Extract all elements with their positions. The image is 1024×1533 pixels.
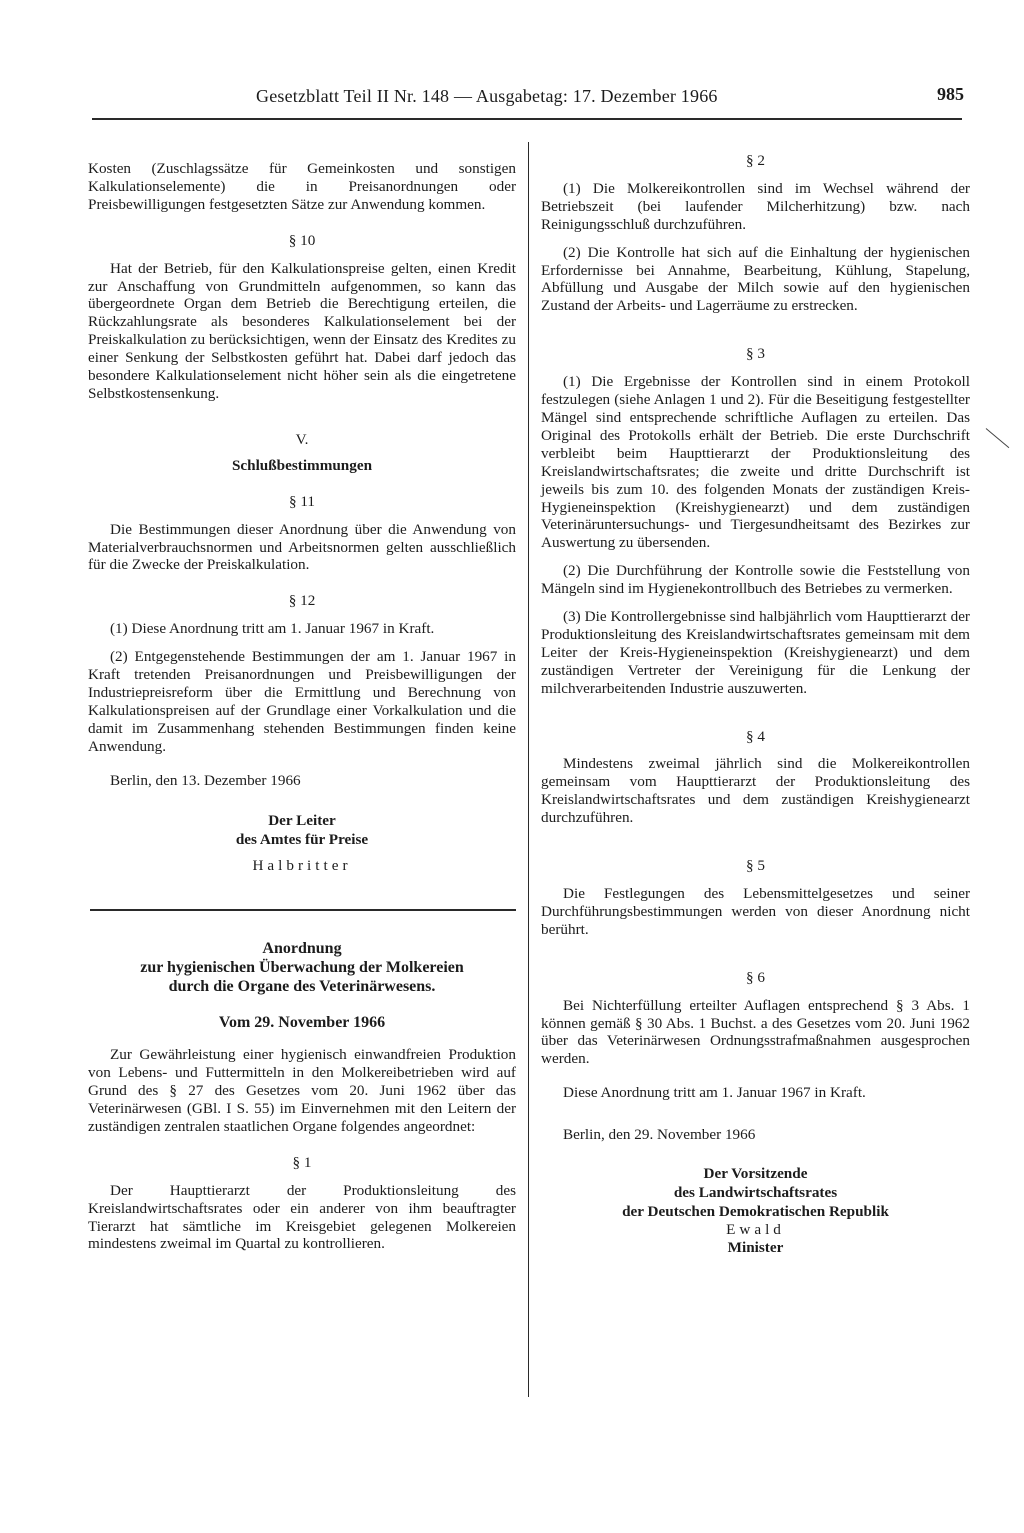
- signatory-role: Minister: [727, 1238, 784, 1256]
- paragraph-10: Hat der Betrieb, für den Kalkulationspreise gelten, einen Kredit zur Anschaffung von Grundmitteln aufgenommen, so kann das übergeordnete Organ dem Betrieb die Berechtigung erteilen, die Rückzahlungsrate als besonderes Kalkulationselement bei der Preiskalkulation zu berücksichtigen, wenn der Einsatz des Kredites zu einer Senkung der Selbstkosten geführt hat. Dabei darf jedoch das besondere Kalkulationselement nicht höher sein als die eingetretene Selbstkostensenkung.: [88, 259, 516, 402]
- paragraph-2-1: (1) Die Molkereikontrollen sind im Wechsel während der Betriebszeit (bei laufender Milcherhitzung) bzw. nach Reinigungsschluß durchzuführen.: [541, 179, 970, 233]
- paragraph-3-2: (2) Die Durchführung der Kontrolle sowie die Feststellung von Mängeln sind im Hygienekontrollbuch des Betriebes zu vermerken.: [541, 562, 970, 598]
- page-header: [256, 86, 964, 120]
- section-heading-5: § 5: [746, 857, 765, 875]
- place-date-right: Berlin, den 29. November 1966: [563, 1126, 756, 1144]
- ordinance-title-line-2: zur hygienischen Überwachung der Molkereien: [140, 959, 464, 977]
- paragraph-12-1: (1) Diese Anordnung tritt am 1. Januar 1967 in Kraft.: [110, 620, 435, 638]
- column-divider: [528, 142, 529, 1397]
- paragraph-6: Bei Nichterfüllung erteilter Auflagen entsprechend § 3 Abs. 1 können gemäß § 30 Abs. 1 Buchst. a des Gesetzes vom 20. Juni 1962 über das Veterinärwesen Ordnungsstrafmaßnahmen ausgesprochen werden.: [541, 996, 970, 1068]
- part-title: Schlußbestimmungen: [231, 456, 373, 474]
- signatory-title-line-2: des Amtes für Preise: [235, 831, 369, 849]
- signatory-line-3: der Deutschen Demokratischen Republik: [622, 1203, 889, 1221]
- signatory-line-1: Der Vorsitzende: [703, 1165, 808, 1183]
- paragraph-1: Der Haupttierarzt der Produktionsleitung des Kreislandwirtschaftsrates oder ein anderer von ihm beauftragter Tierarzt hat sämtliche im Kreisgebiet gelegenen Molkereien mindestens zweimal im Quartal zu kontrollieren.: [88, 1181, 516, 1253]
- paragraph-3-1: (1) Die Ergebnisse der Kontrollen sind in einem Protokoll festzulegen (siehe Anlagen 1 und 2). Für die Beseitigung festgestellter Mängel sind entsprechende schriftliche Auflagen zu erteilen. Das Original des Protokolls erhält der Betrieb. Die erste Durchschrift verbleibt beim Haupttierarzt der Produktionsleitung des Kreislandwirtschaftsrates; die zweite und dritte Durchschrift ist jeweils bis zum 10. des folgenden Monats der zuständigen Kreis-Hygieneinspektion (Kreishygienearzt) und dem zuständigen Veterinäruntersuchungs- und Tiergesundheitsamt des Bezirkes zur Auswertung zu übersenden.: [541, 373, 970, 552]
- left-column: [88, 160, 516, 1253]
- paragraph-3-3: (3) Die Kontrollergebnisse sind halbjährlich vom Haupttierarzt der Produktionsleitung des Kreislandwirtschaftsrates gemeinsam mit dem Leiter der Kreis-Hygieneinspektion (Kreishygienearzt) und dem zuständigen Vertreter der Vereinigung für die Lenkung der milchverarbeitenden Industrie auszuwerten.: [541, 608, 970, 697]
- section-heading-12: § 12: [288, 592, 316, 610]
- section-heading-6: § 6: [746, 968, 765, 986]
- signatory-title-line-1: Der Leiter: [268, 812, 336, 830]
- place-date: Berlin, den 13. Dezember 1966: [110, 771, 301, 789]
- signatory-block: [541, 1164, 970, 1221]
- signatory-title: [88, 811, 516, 849]
- section-heading-11: § 11: [288, 492, 315, 510]
- paragraph-11: Die Bestimmungen dieser Anordnung über die Anwendung von Materialverbrauchsnormen und Arbeitsnormen gelten ausschließlich für die Zwecke der Preiskalkulation.: [88, 520, 516, 574]
- part-numeral: V.: [295, 430, 309, 448]
- page-number: 985: [937, 84, 964, 104]
- right-column: [541, 152, 970, 1257]
- signatory-name: Halbritter: [252, 857, 352, 875]
- ordinance-title-line-1: Anordnung: [262, 940, 342, 958]
- section-heading-10: § 10: [288, 231, 316, 249]
- ordinance-title-line-3: durch die Organe des Veterinärwesens.: [168, 978, 436, 996]
- paragraph-5: Die Festlegungen des Lebensmittelgesetzes und seiner Durchführungsbestimmungen werden von dieser Anordnung nicht berührt.: [541, 885, 970, 938]
- section-heading-2: § 2: [746, 152, 765, 169]
- paragraph-2-2: (2) Die Kontrolle hat sich auf die Einhaltung der hygienischen Erfordernisse bei Annahme, Bearbeitung, Kühlung, Stapelung, Abfüllung und Ausgabe der Milch sowie auf den hygienischen Zustand der Arbeits- und Lagerräume zu erstrecken.: [541, 243, 970, 315]
- header-rule: [92, 118, 962, 120]
- section-heading-1: § 1: [292, 1153, 312, 1171]
- margin-mark: [986, 428, 1010, 448]
- effective-date: Diese Anordnung tritt am 1. Januar 1967 in Kraft.: [563, 1084, 866, 1102]
- continuation-paragraph: Kosten (Zuschlagssätze für Gemeinkosten und sonstigen Kalkulationselemente) die in Preisanordnungen oder Preisbewilligungen festgesetzten Sätze zur Anwendung kommen.: [88, 160, 516, 213]
- section-heading-3: § 3: [746, 345, 765, 363]
- paragraph-12-2: (2) Entgegenstehende Bestimmungen der am 1. Januar 1967 in Kraft tretenden Preisanordnungen und Preisbewilligungen der Industriepreisreform über die Ermittlung und Berechnung von Kalkulationspreisen auf der Grundlage einer Vorkalkulation und die damit im Zusammenhang stehenden Bestimmungen finden keine Anwendung.: [88, 648, 516, 755]
- section-rule: [90, 909, 516, 911]
- ordinance-date: Vom 29. November 1966: [218, 1014, 386, 1032]
- preamble: Zur Gewährleistung einer hygienisch einwandfreien Produktion von Lebens- und Futtermitteln in den Molkereibetrieben wird auf Grund des § 27 des Gesetzes vom 20. Juni 1962 über das Veterinärwesen (GBl. I S. 55) im Einvernehmen mit den Leitern der zuständigen zentralen staatlichen Organe folgendes angeordnet:: [88, 1046, 516, 1135]
- signatory-name-right: Ewald: [726, 1221, 785, 1239]
- section-heading-4: § 4: [746, 727, 765, 745]
- header-title: Gesetzblatt Teil II Nr. 148 — Ausgabetag: 17. Dezember 1966: [256, 86, 718, 106]
- signatory-line-2: des Landwirtschaftsrates: [673, 1184, 838, 1202]
- ordinance-title: [88, 939, 516, 996]
- paragraph-4: Mindestens zweimal jährlich sind die Molkereikontrollen gemeinsam vom Haupttierarzt der Produktionsleitung des Kreislandwirtschaftsrates und dem zuständigen Kreishygienearzt durchzuführen.: [541, 755, 970, 827]
